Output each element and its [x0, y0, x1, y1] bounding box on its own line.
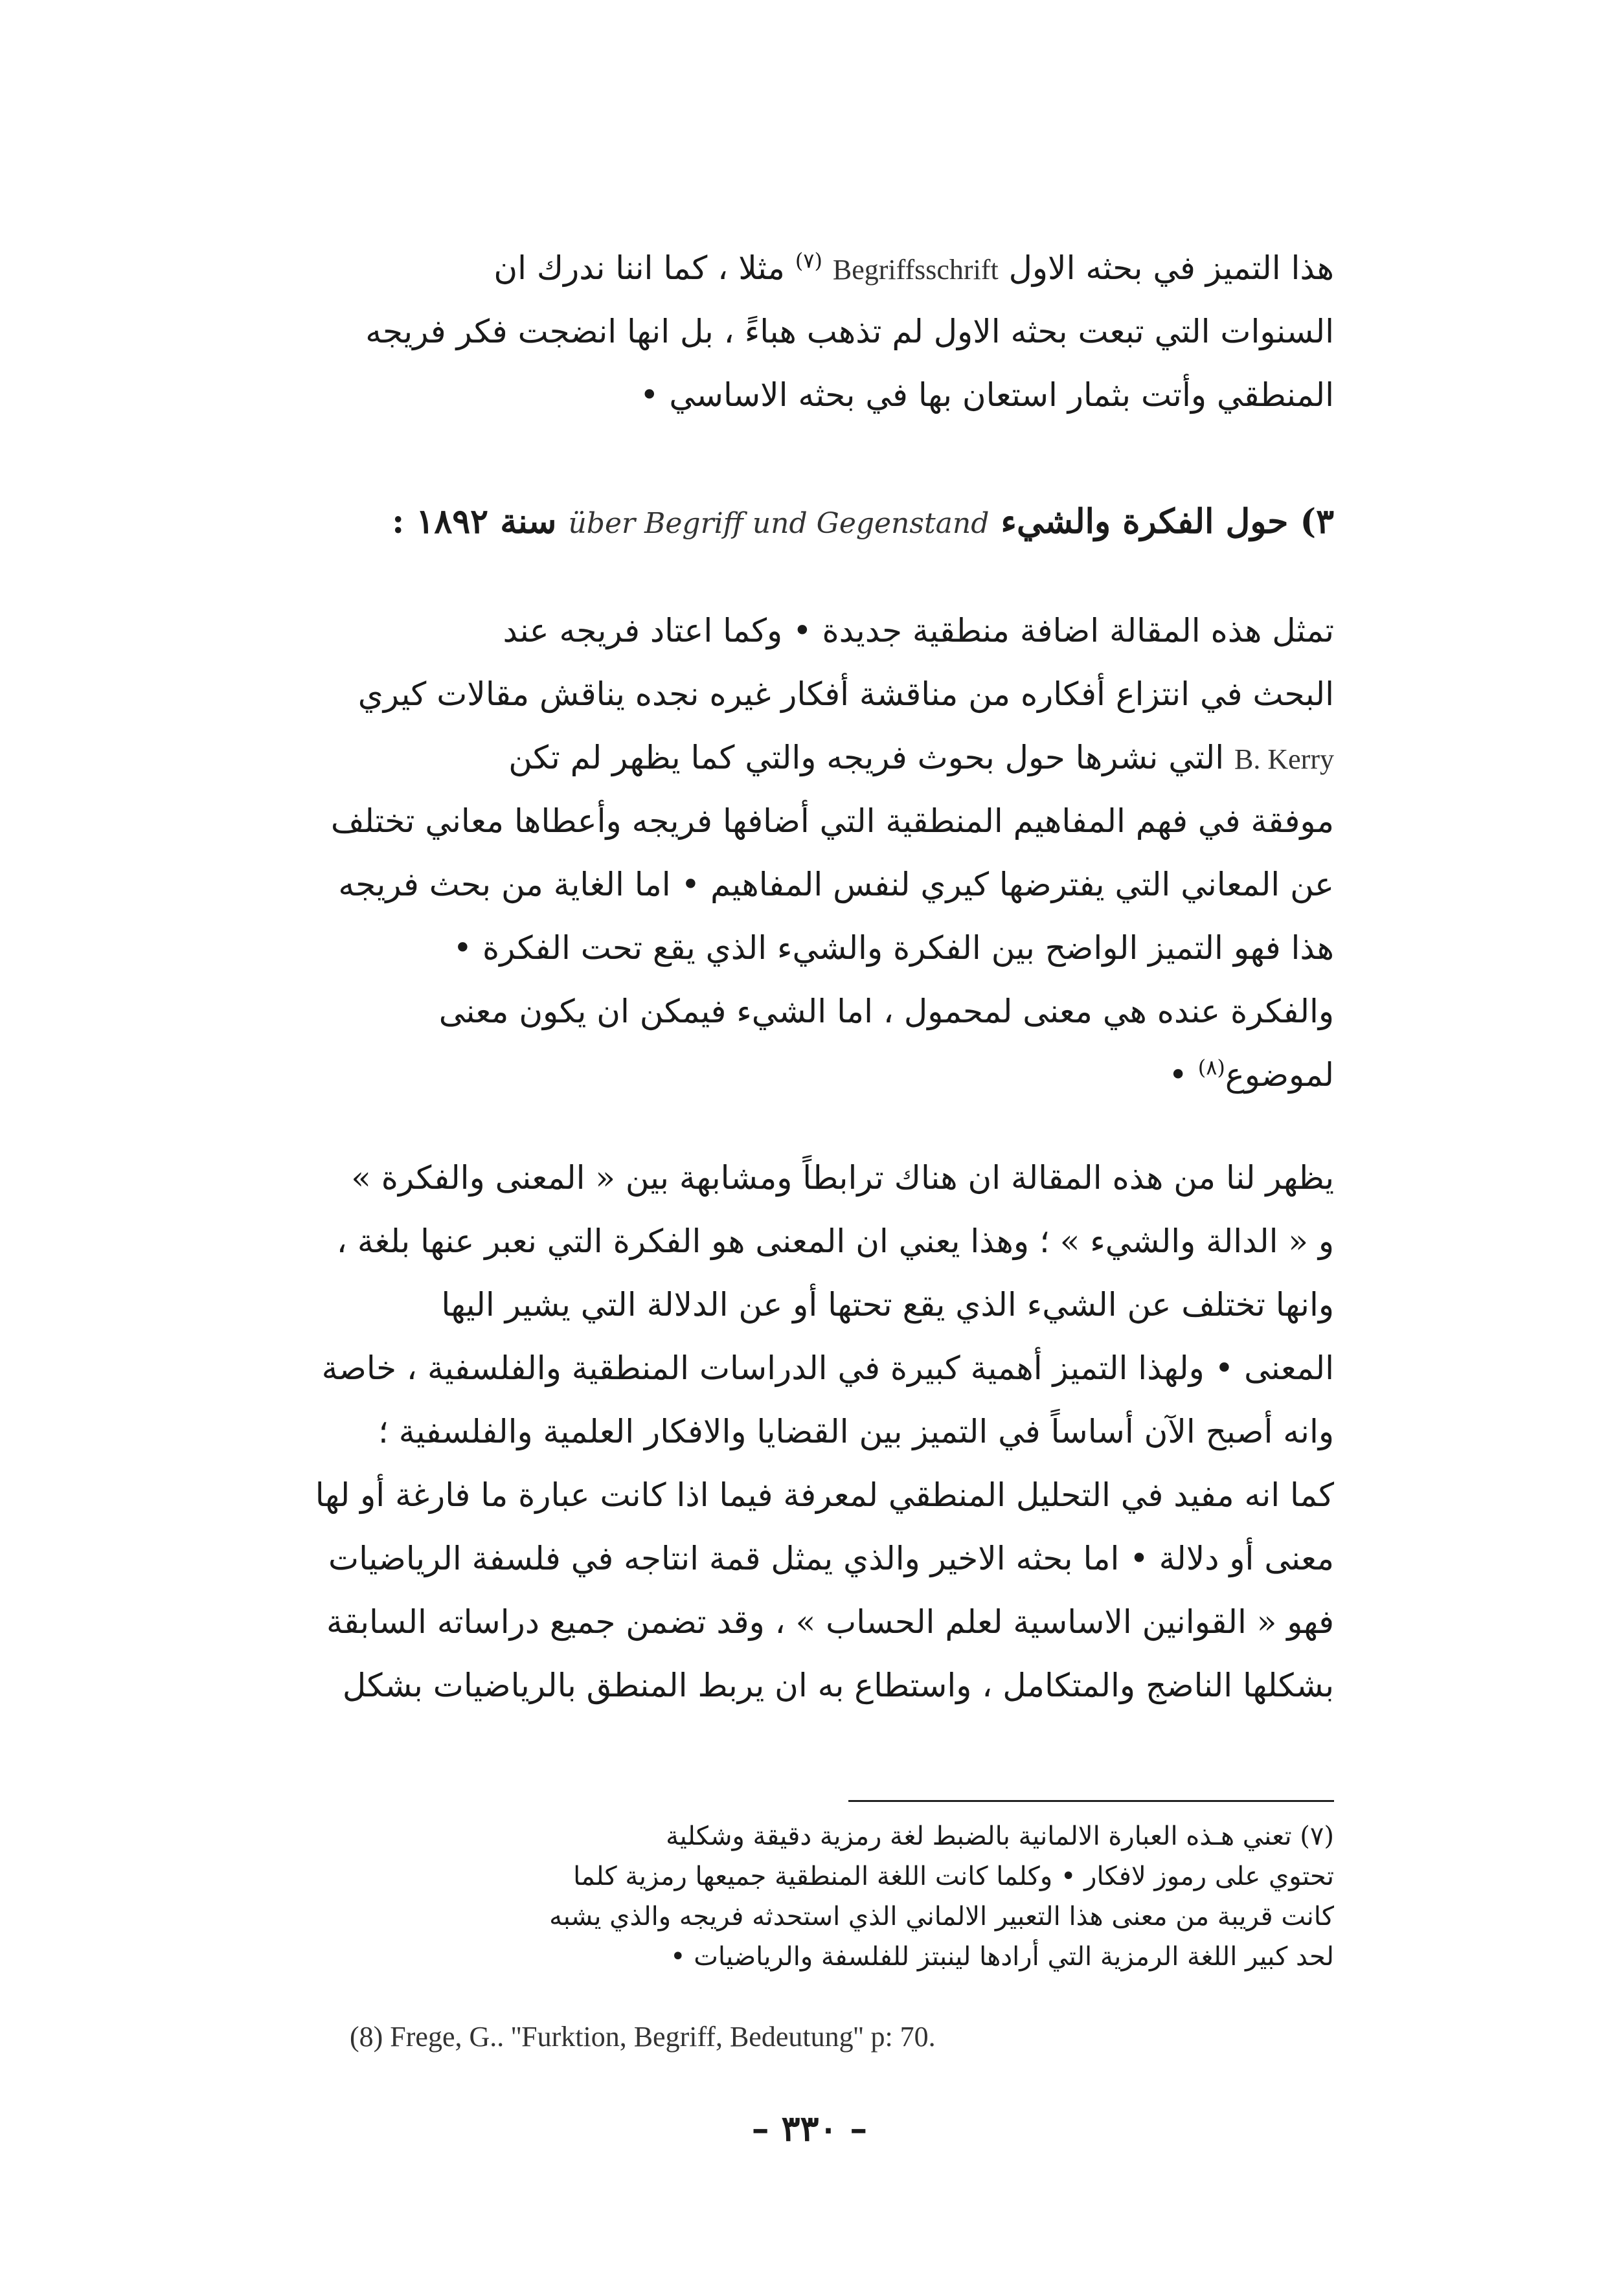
footnote-8: (8) Frege, G.. ''Furktion, Begriff, Bedeutung'' p: 70.: [350, 2021, 936, 2053]
text-line: فهو « القوانين الاساسية لعلم الحساب » ، وقد تضمن جميع دراساته السابقة: [326, 1603, 1334, 1641]
text-line: يظهر لنا من هذه المقالة ان هناك ترابطاً ومشابهة بين « المعنى والفكرة »: [351, 1159, 1334, 1197]
text-line: المنطقي وأتت بثمار استعان بها في بحثه الاساسي •: [640, 376, 1334, 414]
text-line: البحث في انتزاع أفكاره من مناقشة أفكار غيره نجده يناقش مقالات كيري: [357, 675, 1334, 713]
text-line: وانه أصبح الآن أساساً في التميز بين القضايا والافكار العلمية والفلسفية ؛: [378, 1413, 1334, 1450]
text-line: عن المعاني التي يفترضها كيري لنفس المفاهيم • اما الغاية من بحث فريجه: [338, 866, 1334, 903]
text-line: تمثل هذه المقالة اضافة منطقية جديدة • وكما اعتاد فريجه عند: [503, 612, 1334, 649]
footnote-7: [272, 1816, 1334, 1977]
text-line: والفكرة عنده هي معنى لمحمول ، اما الشيء فيمكن ان يكون معنى: [438, 993, 1334, 1030]
latin-term: Begriffsschrift: [832, 254, 999, 286]
text-line: كما انه مفيد في التحليل المنطقي لمعرفة فيما اذا كانت عبارة ما فارغة أو لها: [315, 1476, 1334, 1514]
text-line: B. Kerry التي نشرها حول بحوث فريجه والتي كما يظهر لم تكن: [508, 739, 1334, 776]
footnote-line: كانت قريبة من معنى هذا التعبير الالماني الذي استحدثه فريجه والذي يشبه: [549, 1902, 1334, 1931]
text-line: هذا التميز في بحثه الاول Begriffsschrift $^{(٧)}$ مثلا ، كما اننا ندرك ان: [493, 248, 1334, 287]
footnote-line: تحتوي على رموز لافكار • وكلما كانت اللغة المنطقية جميعها رمزية كلما: [573, 1862, 1334, 1891]
text-line: لموضوع$^{(٨)}$ •: [1168, 1055, 1334, 1094]
footnote-line: (٧) تعني هـذه العبارة الالمانية بالضبط لغة رمزية دقيقة وشكلية: [666, 1821, 1334, 1851]
text-line: بشكلها الناضج والمتكامل ، واستطاع به ان يربط المنطق بالرياضيات بشكل: [342, 1667, 1334, 1704]
text-line: موفقة في فهم المفاهيم المنطقية التي أضافها فريجه وأعطاها معاني تختلف: [330, 802, 1334, 840]
heading-suffix: سنة ١٨٩٢ :: [392, 502, 557, 541]
footnote-line: لحد كبير اللغة الرمزية التي أرادها لينبتز للفلسفة والرياضيات •: [670, 1942, 1334, 1972]
paragraph-2: [272, 599, 1334, 1107]
heading-prefix: ٣) حول الفكرة والشيء: [1001, 502, 1334, 541]
text-line: معنى أو دلالة • اما بحثه الاخير والذي يمثل قمة انتاجه في فلسفة الرياضيات: [328, 1540, 1334, 1577]
latin-name: B. Kerry: [1234, 743, 1334, 775]
text-line: هذا فهو التميز الواضح بين الفكرة والشيء الذي يقع تحت الفكرة •: [453, 929, 1334, 967]
paragraph-1: [272, 236, 1334, 427]
page-number: – ٣٣٠ –: [751, 2108, 868, 2149]
section-heading: [272, 502, 1334, 541]
heading-latin-title: über Begriff und Gegenstand: [568, 507, 990, 540]
text-line: و « الدالة والشيء » ؛ وهذا يعني ان المعنى هو الفكرة التي نعبر عنها بلغة ،: [336, 1222, 1334, 1260]
text-line: المعنى • ولهذا التميز أهمية كبيرة في الدراسات المنطقية والفلسفية ، خاصة: [321, 1349, 1334, 1387]
footnote-ref-7: (٧): [795, 248, 822, 273]
text-line: وانها تختلف عن الشيء الذي يقع تحتها أو عن الدلالة التي يشير اليها: [441, 1286, 1334, 1323]
paragraph-3: [272, 1146, 1334, 1717]
footnote-ref-8: (٨): [1197, 1055, 1225, 1080]
footnote-divider: [848, 1800, 1334, 1802]
text-line: السنوات التي تبعت بحثه الاول لم تذهب هباءً ، بل انها انضجت فكر فريجه: [365, 313, 1334, 350]
